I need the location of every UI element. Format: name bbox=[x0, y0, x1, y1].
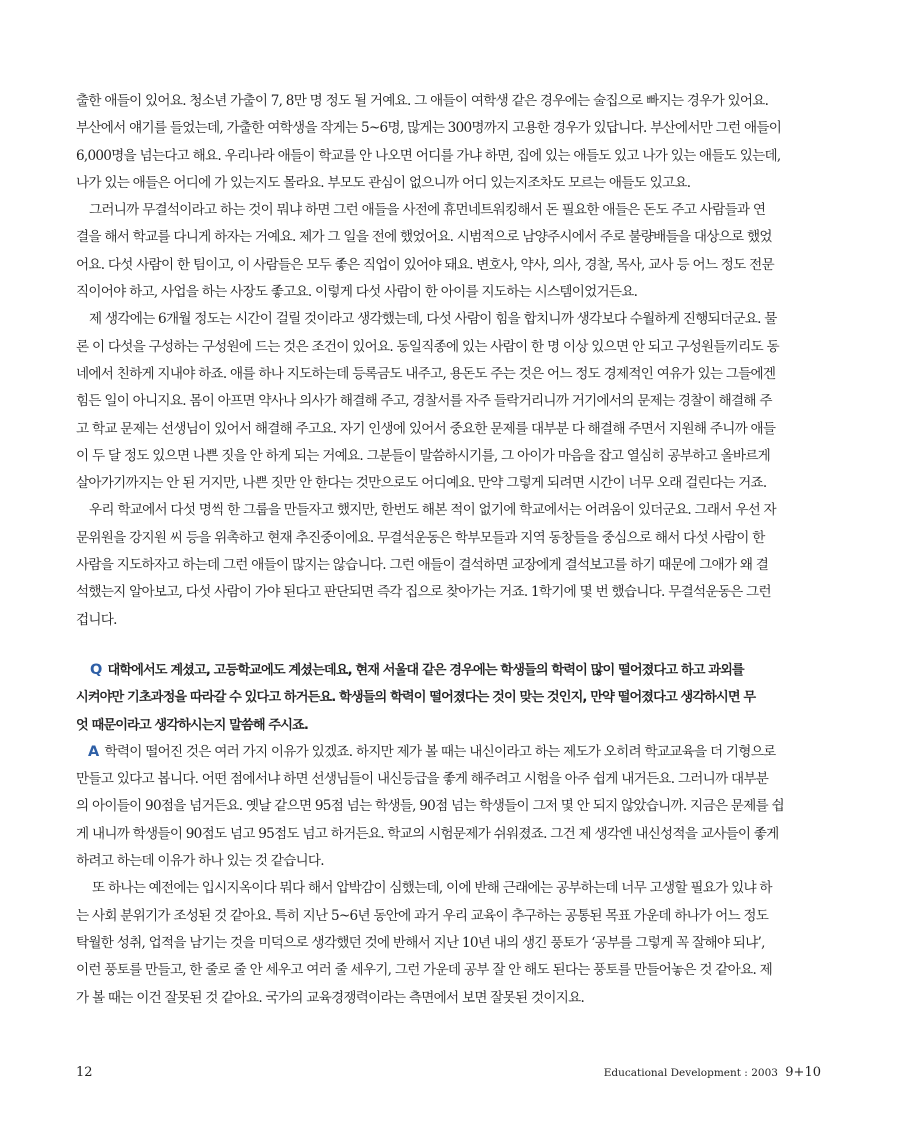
text-line: 론 이 다섯을 구성하는 구성원에 드는 것은 조건이 있어요. 동일직종에 있는 사람이 한 명 이상 있으면 안 되고 구성원들끼리도 동 bbox=[76, 338, 779, 355]
intro-paragraph-1 bbox=[76, 88, 830, 197]
journal-issue: 9+10 bbox=[785, 1065, 821, 1080]
text-line: 직이어야 하고, 사업을 하는 사장도 좋고요. 이렇게 다섯 사람이 한 아이를 지도하는 시스템이었거든요. bbox=[76, 284, 638, 301]
question-line: 시켜야만 기초과정을 따라갈 수 있다고 하거든요. 학생들의 학력이 떨어졌다는 것이 맞는 것인지, 만약 떨어졌다고 생각하시면 무 bbox=[76, 690, 756, 706]
answer-line: 게 내니까 학생들이 90점도 넘고 95점도 넘고 하거든요. 학교의 시험문제가 쉬워졌죠. 그건 제 생각엔 내신성적을 교사들이 좋게 bbox=[76, 825, 779, 842]
answer-line: 또 하나는 예전에는 입시지옥이다 뭐다 해서 압박감이 심했는데, 이에 반해 근래에는 공부하는데 너무 고생할 필요가 있냐 하 bbox=[92, 880, 772, 897]
answer-marker: A bbox=[88, 743, 99, 760]
text-line: 출한 애들이 있어요. 청소년 가출이 7, 8만 명 정도 될 거예요. 그 애들이 여학생 같은 경우에는 술집으로 빠지는 경우가 있어요. bbox=[76, 93, 769, 109]
article-body bbox=[76, 88, 830, 1012]
text-line: 결을 해서 학교를 다니게 하자는 거예요. 제가 그 일을 전에 했었어요. 시범적으로 남양주시에서 주로 불량배들을 대상으로 했었 bbox=[76, 229, 772, 246]
intro-paragraph-3 bbox=[76, 306, 830, 497]
answer-line: 만들고 있다고 봅니다. 어떤 점에서냐 하면 선생님들이 내신등급을 좋게 해주려고 시험을 아주 쉽게 내거든요. 그러니까 대부분 bbox=[76, 771, 769, 788]
journal-title: Educational Development : bbox=[603, 1067, 748, 1079]
answer-line: 의 아이들이 90점을 넘거든요. 옛날 같으면 95점 넘는 학생들, 90점 넘는 학생들이 그저 몇 안 되지 않았습니까. 지금은 문제를 쉽 bbox=[76, 798, 784, 815]
text-line: 나가 있는 애들은 어디에 가 있는지도 몰라요. 부모도 관심이 없으니까 어디 있는지조차도 모르는 애들도 있고요. bbox=[76, 174, 691, 191]
answer-line: 탁월한 성취, 업적을 남기는 것을 미덕으로 생각했던 것에 반해서 지난 10년 내의 생긴 풍토가 ‘공부를 그렇게 꼭 잘해야 되냐’, bbox=[76, 934, 765, 951]
interview-question bbox=[76, 657, 830, 739]
question-line: 엇 때문이라고 생각하시는지 말씀해 주시죠. bbox=[76, 717, 308, 733]
journal-footer bbox=[604, 1065, 821, 1080]
text-line: 우리 학교에서 다섯 명씩 한 그룹을 만들자고 했지만, 한번도 해본 적이 없기에 학교에서는 어려움이 있더군요. 그래서 우선 자 bbox=[89, 502, 776, 519]
page-number: 12 bbox=[76, 1065, 93, 1080]
intro-paragraph-2 bbox=[76, 197, 830, 306]
text-line: 석했는지 알아보고, 다섯 사람이 가야 된다고 판단되면 즉각 집으로 찾아가는 거죠. 1학기에 몇 번 했습니다. 무결석운동은 그런 bbox=[76, 584, 771, 601]
text-line bbox=[76, 657, 830, 684]
text-line: 겁니다. bbox=[76, 611, 117, 628]
intro-paragraph-4 bbox=[76, 497, 830, 633]
text-line: 어요. 다섯 사람이 한 팀이고, 이 사람들은 모두 좋은 직업이 있어야 돼요. 변호사, 약사, 의사, 경찰, 목사, 교사 등 어느 정도 전문 bbox=[76, 256, 774, 273]
text-line: 부산에서 얘기를 들었는데, 가출한 여학생을 작게는 5~6명, 많게는 300명까지 고용한 경우가 있답니다. 부산에서만 그런 애들이 bbox=[76, 120, 782, 137]
answer-line: 이런 풍토를 만들고, 한 줄로 줄 안 세우고 여러 줄 세우기, 그런 가운데 공부 잘 안 해도 된다는 풍토를 만들어놓은 것 같아요. 제 bbox=[76, 962, 772, 979]
text-line: 6,000명을 넘는다고 해요. 우리나라 애들이 학교를 안 나오면 어디를 가냐 하면, 집에 있는 애들도 있고 나가 있는 애들도 있는데, bbox=[76, 147, 781, 164]
text-line: 제 생각에는 6개월 정도는 시간이 걸릴 것이라고 생각했는데, 다섯 사람이 힘을 합치니까 생각보다 수월하게 진행되더군요. 물 bbox=[89, 311, 777, 328]
text-line: 힘든 일이 아니지요. 몸이 아프면 약사나 의사가 해결해 주고, 경찰서를 자주 들락거리니까 거기에서의 문제는 경찰이 해결해 주 bbox=[76, 393, 772, 410]
text-line: 고 학교 문제는 선생님이 있어서 해결해 주고요. 자기 인생에 있어서 중요한 문제를 대부분 다 해결해 주면서 지원해 주니까 애들 bbox=[76, 420, 776, 437]
journal-year: 2003 bbox=[751, 1067, 778, 1079]
answer-line: 가 볼 때는 이건 잘못된 것 같아요. 국가의 교육경쟁력이라는 측면에서 보면 잘못된 것이지요. bbox=[76, 989, 585, 1006]
text-line: 살아가기까지는 안 된 거지만, 나쁜 짓만 안 한다는 것만으로도 어디예요. 만약 그렇게 되려면 시간이 너무 오래 걸린다는 거죠. bbox=[76, 475, 767, 492]
text-line: 사람을 지도하자고 하는데 그런 애들이 많지는 않습니다. 그런 애들이 결석하면 교장에게 결석보고를 하기 때문에 그애가 왜 결 bbox=[76, 557, 769, 574]
text-line: 네에서 친하게 지내야 하죠. 애를 하나 지도하는데 등록금도 내주고, 용돈도 주는 것은 어느 정도 경제적인 여유가 있는 그들에겐 bbox=[76, 365, 776, 382]
text-line: 그러니까 무결석이라고 하는 것이 뭐냐 하면 그런 애들을 사전에 휴먼네트워킹해서 돈 필요한 애들은 돈도 주고 사람들과 연 bbox=[89, 202, 766, 219]
answer-line: 는 사회 분위기가 조성된 것 같아요. 특히 지난 5~6년 동안에 과거 우리 교육이 추구하는 공통된 목표 가운데 하나가 어느 정도 bbox=[76, 907, 769, 924]
answer-line: 학력이 떨어진 것은 여러 가지 이유가 있겠죠. 하지만 제가 볼 때는 내신이라고 하는 제도가 오히려 학교교육을 더 기형으로 bbox=[104, 743, 776, 760]
section-spacer bbox=[76, 634, 830, 657]
interview-answer bbox=[76, 739, 830, 1012]
question-marker: Q bbox=[90, 661, 102, 678]
text-line: 문위원을 강지원 씨 등을 위촉하고 현재 추진중이에요. 무결석운동은 학부모들과 지역 동창들을 중심으로 해서 다섯 사람이 한 bbox=[76, 529, 765, 546]
text-line bbox=[76, 739, 830, 766]
answer-line: 하려고 하는데 이유가 하나 있는 것 같습니다. bbox=[76, 853, 324, 870]
text-line: 이 두 달 정도 있으면 나쁜 짓을 안 하게 되는 거예요. 그분들이 말씀하시기를, 그 아이가 마음을 잡고 열심히 공부하고 올바르게 bbox=[76, 447, 771, 464]
question-line: 대학에서도 계셨고, 고등학교에도 계셨는데요, 현재 서울대 같은 경우에는 학생들의 학력이 많이 떨어졌다고 하고 과외를 bbox=[107, 662, 744, 678]
